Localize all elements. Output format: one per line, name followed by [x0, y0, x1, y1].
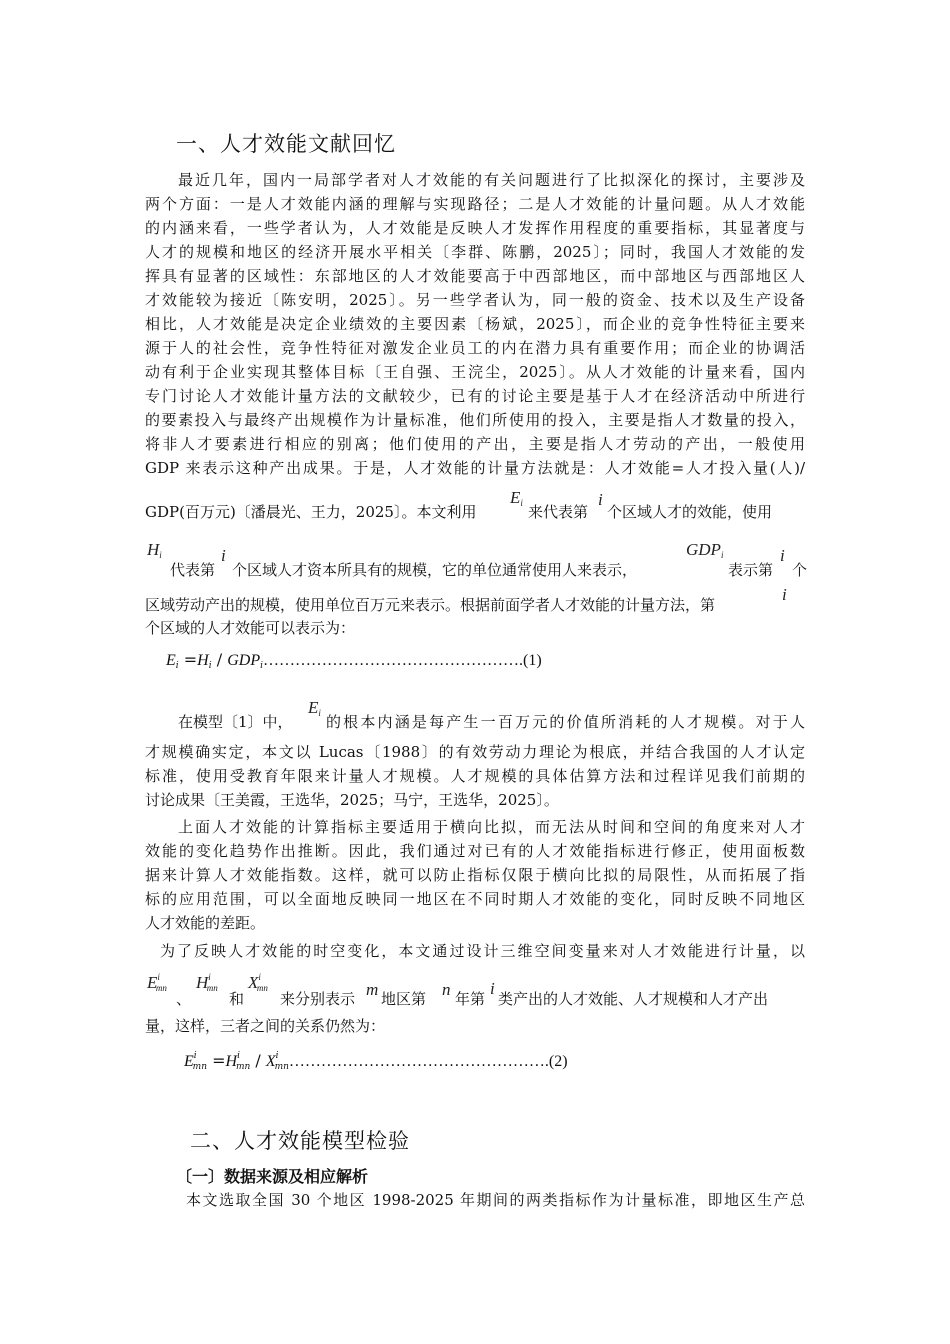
p1-line: GDP 来表示这种产出成果。于是，人才效能的计量方法就是：人才效能=人才投入量(人)/	[145, 459, 805, 477]
p2-line: 的根本内涵是每产生一百万元的价值所消耗的人才规模。对于人	[326, 713, 805, 731]
p1-line: 表示第	[728, 561, 774, 579]
p1-line: 才效能较为接近〔陈安明，2025〕。另一些学者认为，同一般的资金、技术以及生产设备	[145, 291, 805, 309]
p1-line: 动有利于企业实现其整体目标〔王自强、王浣尘，2025〕。从人才效能的计量来看，国内	[145, 363, 805, 381]
math-GDP-i: $GDP_i$	[686, 540, 724, 560]
equation-2: $E^i_{mn} =H^i_{mn}$ / $X^i_{mn}\dots\dots\dots\dots\dots\dots\dots\dots\dots\dots\dots\dots\dots\dots\dots\dots.(2)$	[184, 1051, 568, 1072]
p4-line: 为了反映人才效能的时空变化，本文通过设计三维空间变量来对人才效能进行计量，以	[160, 942, 805, 960]
p2-line: 标准，使用受教育年限来计量人才规模。人才规模的具体估算方法和过程详见我们前期的	[145, 767, 805, 785]
p3-line: 据来计算人才效能指数。这样，就可以防止指标仅限于横向比拟的局限性，从而拓展了指	[145, 866, 805, 884]
equation-1: $E_i =H_i$ / $GDP_i\dots\dots\dots\dots\dots\dots\dots\dots\dots\dots\dots\dots\dots\dots\dots\dots.(1)$	[166, 650, 542, 671]
section1-heading: 一、人才效能文献回忆	[176, 132, 396, 156]
p4-line: 来分别表示	[280, 990, 356, 1008]
p1-line: 相比，人才效能是决定企业绩效的主要因素〔杨斌，2025〕，而企业的竞争性特征主要来	[145, 315, 805, 333]
math-E-i: $E_i$	[308, 698, 321, 718]
p1-line: 挥具有显著的区域性：东部地区的人才效能要高于中西部地区，而中部地区与西部地区人	[145, 267, 805, 285]
math-i: i	[782, 585, 787, 604]
p1-line: 的要素投入与最终产出规模作为计量标准，他们所使用的投入，主要是指人才数量的投入，	[145, 411, 805, 429]
p1-line: 区域劳动产出的规模，使用单位百万元来表示。根据前面学者人才效能的计量方法，第	[145, 596, 716, 614]
p4-line: 、	[176, 990, 192, 1008]
section2-first-line: 本文选取全国 30 个地区 1998-2025 年期间的两类指标作为计量标准，即地区生产总	[186, 1191, 805, 1209]
p2-line: 讨论成果〔王美霞，王选华，2025；马宁，王选华，2025〕。	[145, 791, 559, 809]
math-E-mn-i: $E^i_{mn}$	[147, 972, 167, 993]
p1-line: 最近几年，国内一局部学者对人才效能的有关问题进行了比拟深化的探讨，主要涉及	[178, 171, 805, 189]
p4-line: 类产出的人才效能、人才规模和人才产出	[498, 990, 769, 1008]
p1-line: 个区域的人才效能可以表示为：	[145, 619, 356, 637]
math-n: n	[442, 980, 451, 999]
p3-line: 标的应用范围，可以全面地反映同一地区在不同时期人才效能的变化，同时反映不同地区	[145, 890, 805, 908]
math-H-i: $H_i$	[147, 540, 162, 560]
p3-line: 上面人才效能的计算指标主要适用于横向比拟，而无法从时间和空间的角度来对人才	[178, 818, 805, 836]
p1-line: 源于人的社会性，竞争性特征对激发企业员工的内在潜力具有重要作用；而企业的协调活	[145, 339, 805, 357]
p4-line: 年第	[455, 990, 486, 1008]
math-i: i	[490, 979, 495, 998]
section2-subheading: 〔一〕数据来源及相应解析	[176, 1167, 369, 1186]
p1-line: 代表第	[170, 561, 216, 579]
p1-line: 将非人才要素进行相应的别离；他们使用的产出，主要是指人才劳动的产出，一般使用	[145, 435, 805, 453]
p2-line: 在模型〔1〕中，	[178, 713, 293, 731]
p1-line: 人才的规模和地区的经济开展水平相关〔李群、陈鹏，2025〕；同时，我国人才效能的发	[145, 243, 805, 261]
p1-line: 个区域人才资本所具有的规模，它的单位通常使用人来表示，	[232, 561, 638, 579]
p2-line: 才规模确实定，本文以 Lucas〔1988〕的有效劳动力理论为根底，并结合我国的人才认定	[145, 743, 805, 761]
p1-line: GDP(百万元)〔潘晨光、王力，2025〕。本文利用	[145, 503, 477, 521]
math-X-mn-i: $X^i_{mn}$	[248, 972, 268, 993]
p1-line: 专门讨论人才效能计量方法的文献较少，已有的讨论主要是基于人才在经济活动中所进行	[145, 387, 805, 405]
math-E-i: $E_i$	[510, 488, 523, 508]
p3-line: 人才效能的差距。	[145, 914, 266, 932]
p1-line: 来代表第	[528, 503, 589, 521]
p1-line: 个区域人才的效能，使用	[607, 503, 773, 521]
p1-line: 的内涵来看，一些学者认为，人才效能是反映人才发挥作用程度的重要指标，其显著度与	[145, 219, 805, 237]
equation-2-number: ………………………………………….(2)	[288, 1053, 568, 1070]
math-H-mn-i: $H^i_{mn}$	[196, 972, 218, 993]
math-i: i	[598, 490, 603, 509]
p1-line: 两个方面：一是人才效能内涵的理解与实现路径；二是人才效能的计量问题。从人才效能	[145, 195, 805, 213]
p1-line: 个	[792, 561, 808, 579]
p4-line: 和	[229, 990, 245, 1008]
p4-line: 地区第	[381, 990, 427, 1008]
math-m: m	[366, 980, 379, 999]
p3-line: 效能的变化趋势作出推断。因此，我们通过对已有的人才效能指标进行修正，使用面板数	[145, 842, 805, 860]
section2-heading: 二、人才效能模型检验	[190, 1129, 410, 1153]
math-i: i	[780, 546, 785, 565]
p4-line: 量，这样，三者之间的关系仍然为：	[145, 1017, 386, 1035]
math-i: i	[221, 546, 226, 565]
equation-1-number: ………………………………………….(1)	[262, 652, 542, 669]
